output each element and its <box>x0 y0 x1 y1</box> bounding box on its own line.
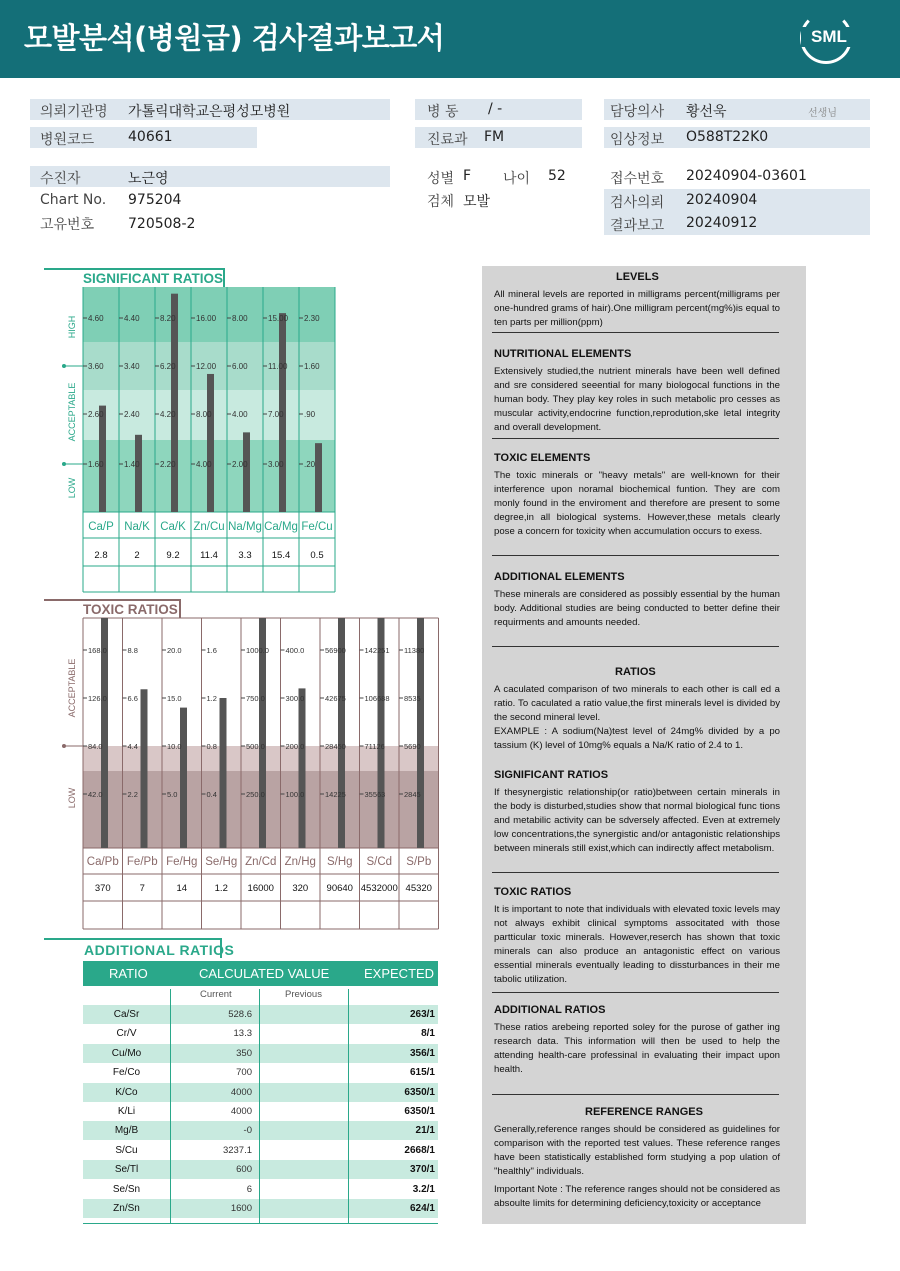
tick-label: 3.40 <box>124 362 140 371</box>
tick-label: 20.0 <box>167 646 182 655</box>
category-label: Na/K <box>124 521 150 533</box>
divider <box>492 332 779 333</box>
doctor-label: 담당의사 <box>610 104 665 120</box>
sex-label: 성별 <box>427 171 455 187</box>
expected-value: 2668/1 <box>404 1144 435 1156</box>
tick-label: 2.40 <box>124 410 140 419</box>
chart-value: 975204 <box>128 192 182 208</box>
table-row <box>83 1121 438 1140</box>
bar <box>299 688 306 848</box>
table-row <box>83 1180 438 1199</box>
toxic-elements-title: TOXIC ELEMENTS <box>494 452 591 464</box>
tick-label: 142251 <box>364 646 390 655</box>
report-value: 20240912 <box>686 215 758 231</box>
expected-value: 6350/1 <box>404 1106 435 1117</box>
value-label: 0.5 <box>310 550 324 561</box>
tick-label: 168.0 <box>88 646 107 655</box>
significant-ratios-chart <box>40 262 340 597</box>
additional-ratios-text: These ratios arebeing reported soley for the purose of gather ing research data. This information will then be used to help the attending health-care professinal in evaluating their impact upon health. <box>494 1022 780 1075</box>
patient-value: 노근영 <box>128 171 169 187</box>
tick-label: 3.00 <box>268 460 284 469</box>
zone-label: HIGH <box>67 315 77 339</box>
value-label: 4532000 <box>360 883 398 894</box>
bar <box>207 374 214 512</box>
tick-label: 6.00 <box>232 362 248 371</box>
ratio-name: Se/Sn <box>112 1183 141 1195</box>
tick-label: 8.00 <box>196 410 212 419</box>
ratio-name: Cr/V <box>116 1028 137 1040</box>
category-label: Se/Hg <box>205 856 238 868</box>
ratio-name: Cu/Mo <box>111 1047 142 1059</box>
tick-label: 12.00 <box>196 362 217 371</box>
ratio-name: K/Co <box>115 1086 138 1098</box>
hospital-code-value: 40661 <box>128 129 173 145</box>
current-value: 350 <box>236 1047 252 1059</box>
table-bottom-border <box>83 1223 438 1224</box>
bar <box>315 443 322 512</box>
ratios-example: EXAMPLE : A sodium(Na)test level of 24mg% divided by a po tassium (K) level of 10mg% equals a Na/K ratio of 2.4 to 1. <box>494 726 780 751</box>
tick-label: 500.0 <box>246 742 265 751</box>
table-row <box>83 1083 438 1102</box>
ratio-name: K/Li <box>117 1106 136 1117</box>
bar <box>99 406 106 512</box>
zone-label: ACCEPTABLE <box>67 382 77 442</box>
tick-label: 106688 <box>364 694 390 703</box>
expected-value: 3.2/1 <box>412 1183 435 1195</box>
table-row <box>83 1005 438 1024</box>
tick-label: 4.00 <box>196 460 212 469</box>
table-row <box>83 1160 438 1179</box>
column-divider <box>348 989 349 1224</box>
age-value: 52 <box>548 168 566 184</box>
ratio-name: Fe/Co <box>112 1067 141 1079</box>
toxic-elements-text: The toxic minerals or "heavy metals" are well-known for their interference upon noramal biochemical funtion. They are com monly found in the enviroment and therefore are present to some degree,in all biological systems. However,these metals clearly pose a concern for toxicity when accumulation occurs to exess. <box>494 470 780 537</box>
expected-value: 615/1 <box>409 1067 435 1079</box>
tick-label: .90 <box>304 410 316 419</box>
tick-label: 15.00 <box>268 314 289 323</box>
dept-label: 진료과 <box>427 132 468 148</box>
tick-label: 2.20 <box>160 460 176 469</box>
bar <box>171 294 178 512</box>
category-label: Zn/Cd <box>245 856 277 868</box>
boundary-marker <box>62 744 66 748</box>
tick-label: 1.60 <box>304 362 320 371</box>
toxic-ratios-heading: TOXIC RATIOS <box>494 886 572 898</box>
category-label: Fe/Hg <box>166 856 198 868</box>
clinical-label: 임상정보 <box>610 132 665 148</box>
category-label: Ca/P <box>88 521 114 533</box>
expected-value: 8/1 <box>421 1028 435 1040</box>
toxic-ratios-text: It is important to note that individuals with elevated toxic levels may not always exhibit clinical symptoms associtated with those partticular toxic minerals. However,reserch has shown that toxic minerals can also produce an antagonistic effect on various essential minerals eventually leading to dissturbances in their me tabolic utilization. <box>494 904 780 985</box>
category-label: S/Pb <box>406 856 432 868</box>
tick-label: 2845 <box>404 790 421 799</box>
tick-label: 4.00 <box>232 410 248 419</box>
header-previous: Previous <box>285 989 322 1000</box>
additional-header <box>83 961 438 986</box>
tick-label: 100.0 <box>285 790 305 799</box>
doctor-suffix: 선생님 <box>808 108 837 119</box>
boundary-marker <box>62 462 66 466</box>
tick-label: 8.8 <box>127 646 138 655</box>
uid-value: 720508-2 <box>128 216 196 232</box>
sml-logo <box>800 12 852 64</box>
nutritional-title: NUTRITIONAL ELEMENTS <box>494 348 632 360</box>
significant-ratios-text: If thesynergistic relationship(or ratio)between certain minerals in the body is disturbed,studies show that normal biological func tions and metabilic activity can be sdversely affected. Even at extremely low concentrations,the synergistic and/or antagonistic relationships between minerals still exist,which can indirectly affect metabolism. <box>494 787 780 854</box>
tick-label: 71126 <box>364 742 385 751</box>
table-row <box>83 1063 438 1082</box>
value-label: 15.4 <box>271 550 291 561</box>
ratio-name: Mg/B <box>114 1125 139 1137</box>
tick-label: 4.60 <box>88 314 104 323</box>
current-value: 700 <box>236 1067 252 1079</box>
expected-value: 21/1 <box>415 1125 435 1137</box>
zone-label: LOW <box>67 787 77 809</box>
table-row <box>83 1024 438 1043</box>
tick-label: 2.60 <box>88 410 104 419</box>
category-label: Zn/Cu <box>193 521 225 533</box>
toxic-ratios-chart <box>40 598 440 932</box>
patient-label: 수진자 <box>40 171 81 187</box>
tick-label: 8.00 <box>232 314 248 323</box>
category-label: S/Hg <box>326 856 353 868</box>
expected-value: 370/1 <box>409 1164 435 1176</box>
specimen-label: 검체 <box>427 194 455 210</box>
ratio-name: Se/Tl <box>114 1164 139 1176</box>
current-value: 528.6 <box>228 1009 252 1020</box>
current-value: 6 <box>246 1183 252 1195</box>
expected-value: 356/1 <box>409 1047 435 1059</box>
bar <box>135 435 142 512</box>
value-label: 370 <box>94 883 111 894</box>
info-bar <box>30 166 390 187</box>
current-value: 4000 <box>230 1106 252 1117</box>
explanation-panel <box>482 266 806 1224</box>
receipt-value: 20240904-03601 <box>686 168 807 184</box>
category-label: Ca/Mg <box>264 521 298 533</box>
tick-label: 35563 <box>364 790 386 799</box>
specimen-value: 모발 <box>463 194 491 210</box>
tick-label: 42.0 <box>88 790 103 799</box>
category-label: Na/Mg <box>228 521 262 533</box>
current-value: 1600 <box>230 1203 252 1214</box>
ward-value: / - <box>488 101 503 117</box>
tick-label: 1.40 <box>124 460 140 469</box>
tick-label: 7.00 <box>268 410 284 419</box>
significant-ratios-title: SIGNIFICANT RATIOS <box>83 271 223 286</box>
request-value: 20240904 <box>686 192 758 208</box>
tick-label: .20 <box>304 460 316 469</box>
tick-label: 5690 <box>404 742 421 751</box>
tick-label: 4.40 <box>124 314 140 323</box>
tick-label: 4.4 <box>127 742 138 751</box>
tick-label: 126.0 <box>88 694 107 703</box>
divider <box>492 1094 779 1095</box>
additional-ratios-title <box>44 938 235 958</box>
bar <box>220 698 227 848</box>
divider <box>492 646 779 647</box>
expected-value: 263/1 <box>409 1009 435 1020</box>
uid-label: 고유번호 <box>40 217 95 233</box>
category-label: Zn/Hg <box>284 856 316 868</box>
column-divider <box>259 989 260 1224</box>
page-title: 모발분석(병원급) 검사결과보고서 <box>24 21 445 55</box>
value-label: 320 <box>292 883 309 894</box>
zone-label: ACCEPTABLE <box>67 658 77 718</box>
value-label: 14 <box>176 883 188 894</box>
value-label: 2.8 <box>94 550 108 561</box>
ratio-name: Ca/Sr <box>113 1009 140 1020</box>
tick-label: 1000.0 <box>246 646 269 655</box>
tick-label: 5.0 <box>167 790 178 799</box>
tick-label: 11.00 <box>268 362 288 371</box>
toxic-ratios-title: TOXIC RATIOS <box>83 602 178 617</box>
additional-elements-title: ADDITIONAL ELEMENTS <box>494 571 625 583</box>
tick-label: 1.60 <box>88 460 104 469</box>
report-label: 결과보고 <box>610 218 665 234</box>
request-label: 검사의뢰 <box>610 195 665 211</box>
divider <box>492 872 779 873</box>
reference-ranges-title: REFERENCE RANGES <box>585 1106 703 1118</box>
report-header <box>0 0 900 78</box>
value-label: 90640 <box>326 883 353 894</box>
tick-label: 84.0 <box>88 742 103 751</box>
tick-label: 16.00 <box>196 314 217 323</box>
header-calculated: CALCULATED VALUE <box>199 966 330 981</box>
additional-ratios-title-text: ADDITIONAL RATIOS <box>84 942 235 958</box>
table-row <box>83 1044 438 1063</box>
value-label: 7 <box>139 883 145 894</box>
current-value: 4000 <box>230 1086 252 1098</box>
category-label: S/Cd <box>366 856 393 868</box>
nutritional-text: Extensively studied,the nutrient minerals have been well defined and sre considered seeential for many biologocal functions in the human body. They play key roles in such metabolic pro cesses as muscular activity,endocrine function,reprodution,ske letal integrity and overall development. <box>494 366 780 433</box>
doctor-value: 황선욱 <box>686 104 727 120</box>
tick-label: 3.60 <box>88 362 104 371</box>
sex-value: F <box>463 168 472 184</box>
value-label: 11.4 <box>200 550 218 561</box>
reference-ranges-note: Important Note : The reference ranges should not be considered as absoulte limits for determining deficiency,toxicity or acceptance <box>494 1184 780 1209</box>
chart-label: Chart No. <box>40 192 107 208</box>
header-expected: EXPECTED <box>364 966 435 981</box>
current-value: 3237.1 <box>222 1144 252 1156</box>
tick-label: 200.0 <box>285 742 305 751</box>
tick-label: 1.2 <box>206 694 217 703</box>
levels-text: All mineral levels are reported in milligrams percent(milligrams per one-hundred grams of hair).One milligram percent(mg%)is equal to ten parts per million(ppm) <box>494 289 780 328</box>
additional-ratios-heading: ADDITIONAL RATIOS <box>494 1004 606 1016</box>
tick-label: 2.2 <box>127 790 138 799</box>
ratio-name: S/Cu <box>115 1144 138 1156</box>
divider <box>492 992 779 993</box>
category-label: Ca/Pb <box>86 856 119 868</box>
tick-label: 11380 <box>404 646 425 655</box>
logo-text: SML <box>801 27 857 47</box>
tick-label: 400.0 <box>285 646 305 655</box>
expected-value: 624/1 <box>409 1203 435 1214</box>
bar <box>243 432 250 512</box>
requesting-org-label: 의뢰기관명 <box>40 104 108 120</box>
dept-value: FM <box>484 129 505 145</box>
tick-label: 300.0 <box>285 694 305 703</box>
tick-label: 2.30 <box>304 314 320 323</box>
header-current: Current <box>200 989 232 1000</box>
significant-ratios-heading: SIGNIFICANT RATIOS <box>494 769 609 781</box>
bar <box>141 689 148 848</box>
boundary-marker <box>62 364 66 368</box>
receipt-label: 접수번호 <box>610 171 665 187</box>
levels-title: LEVELS <box>616 271 659 283</box>
tick-label: 250.0 <box>246 790 265 799</box>
ratios-text: A caculated comparison of two minerals to each other is call ed a ratio. To caculated a ratio value,the first minerals level is divided by the second mineral level. <box>494 684 780 723</box>
requesting-org-value: 가톨릭대학교은평성모병원 <box>128 104 291 120</box>
additional-elements-text: These minerals are considered as possibly essential by the human body. Additional studies are being conducted to better define their requirments and amounts needed. <box>494 589 780 628</box>
ratios-title: RATIOS <box>615 666 656 678</box>
tick-label: 10.0 <box>167 742 182 751</box>
expected-value: 6350/1 <box>404 1086 435 1098</box>
tick-label: 8535 <box>404 694 421 703</box>
tick-label: 28450 <box>325 742 346 751</box>
tick-label: 56900 <box>325 646 346 655</box>
tick-label: 14225 <box>325 790 346 799</box>
hospital-code-label: 병원코드 <box>40 132 95 148</box>
ward-label: 병 동 <box>427 104 459 120</box>
bar <box>180 708 187 848</box>
tick-label: 750.0 <box>246 694 265 703</box>
tick-label: 6.6 <box>127 694 138 703</box>
table-row <box>83 1199 438 1218</box>
divider <box>492 555 779 556</box>
value-label: 3.3 <box>238 550 252 561</box>
value-label: 1.2 <box>214 883 228 894</box>
column-divider <box>170 989 171 1224</box>
value-label: 9.2 <box>166 550 180 561</box>
zone-label: LOW <box>67 477 77 499</box>
value-label: 2 <box>134 550 140 561</box>
tick-label: 42675 <box>325 694 346 703</box>
current-value: 600 <box>236 1164 252 1176</box>
tick-label: 0.8 <box>206 742 217 751</box>
category-label: Ca/K <box>160 521 186 533</box>
value-label: 45320 <box>405 883 432 894</box>
category-label: Fe/Cu <box>301 521 333 533</box>
tick-label: 6.20 <box>160 362 176 371</box>
tick-label: 4.20 <box>160 410 176 419</box>
table-row <box>83 1102 438 1121</box>
tick-label: 8.20 <box>160 314 176 323</box>
tick-label: 1.6 <box>206 646 217 655</box>
reference-ranges-text: Generally,reference ranges should be considered as guidelines for comparison with the reported test values. These reference ranges have been statistically established form studying a pop ulation of "healthly" individuals. <box>494 1124 780 1177</box>
ratio-name: Zn/Sn <box>113 1203 140 1214</box>
tick-label: 0.4 <box>206 790 217 799</box>
category-label: Fe/Pb <box>126 856 158 868</box>
current-value: 13.3 <box>233 1028 252 1040</box>
current-value: -0 <box>243 1125 252 1137</box>
divider <box>492 438 779 439</box>
tick-label: 2.00 <box>232 460 248 469</box>
clinical-value: O588T22K0 <box>686 129 769 145</box>
value-label: 16000 <box>247 883 274 894</box>
age-label: 나이 <box>503 171 531 187</box>
tick-label: 15.0 <box>167 694 182 703</box>
table-row <box>83 1141 438 1160</box>
header-ratio: RATIO <box>109 966 148 981</box>
